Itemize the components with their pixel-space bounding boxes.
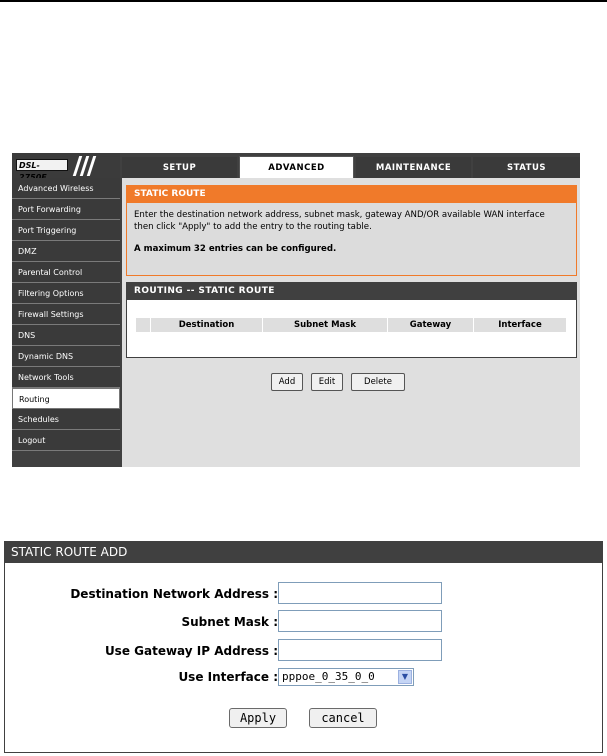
column-gateway: Gateway <box>387 318 473 332</box>
static-route-info-panel <box>126 185 577 276</box>
add-button[interactable]: Add <box>271 373 303 391</box>
tab-maintenance[interactable]: MAINTENANCE <box>356 157 471 178</box>
model-label: DSL- <box>16 159 68 171</box>
static-route-add-title: STATIC ROUTE ADD <box>5 542 602 563</box>
main-content <box>122 178 580 467</box>
gateway-ip-input[interactable] <box>278 639 442 661</box>
chevron-down-icon[interactable]: ▼ <box>398 670 412 684</box>
sidebar-item-advanced-wireless[interactable]: Advanced Wireless <box>12 178 120 199</box>
description-line-1: Enter the destination network address, subnet mask, gateway AND/OR available WAN interface <box>134 210 545 220</box>
sidebar-item-dmz[interactable]: DMZ <box>12 241 120 262</box>
routing-table-title: ROUTING -- STATIC ROUTE <box>127 283 576 300</box>
column-interface: Interface <box>473 318 566 332</box>
sidebar-item-port-triggering[interactable]: Port Triggering <box>12 220 120 241</box>
sidebar-item-dynamic-dns[interactable]: Dynamic DNS <box>12 346 120 367</box>
subnet-mask-label: Subnet Mask : <box>181 615 278 629</box>
routing-table-header <box>136 318 566 332</box>
interface-label: Use Interface : <box>178 670 278 684</box>
tab-setup[interactable]: SETUP <box>122 157 237 178</box>
interface-row <box>5 667 604 691</box>
routing-actions <box>122 373 580 393</box>
interface-select[interactable] <box>278 668 414 686</box>
tab-status[interactable]: STATUS <box>473 157 580 178</box>
sidebar-item-dns[interactable]: DNS <box>12 325 120 346</box>
max-entries-note: A maximum 32 entries can be configured. <box>134 244 337 254</box>
gateway-label: Use Gateway IP Address : <box>104 644 278 658</box>
destination-row <box>5 582 604 606</box>
sidebar-item-routing[interactable]: Routing <box>12 388 120 409</box>
subnet-mask-input[interactable] <box>278 610 442 632</box>
edit-button[interactable]: Edit <box>311 373 343 391</box>
destination-label: Destination Network Address : <box>70 587 278 601</box>
gateway-row <box>5 639 604 663</box>
brand-logo <box>12 153 120 178</box>
sidebar-item-network-tools[interactable]: Network Tools <box>12 367 120 388</box>
static-route-add-panel <box>4 541 603 753</box>
delete-button[interactable]: Delete <box>351 373 405 391</box>
sidebar <box>12 178 120 451</box>
sidebar-item-firewall-settings[interactable]: Firewall Settings <box>12 304 120 325</box>
top-rule <box>0 0 607 2</box>
cancel-button[interactable]: cancel <box>309 708 377 728</box>
column-destination: Destination <box>150 318 262 332</box>
static-route-title: STATIC ROUTE <box>127 186 576 203</box>
destination-network-input[interactable] <box>278 582 442 604</box>
sidebar-item-logout[interactable]: Logout <box>12 430 120 451</box>
routing-table-panel <box>126 282 577 358</box>
sidebar-item-schedules[interactable]: Schedules <box>12 409 120 430</box>
interface-selected-value: pppoe_0_35_0_0 <box>282 670 375 683</box>
apply-button[interactable]: Apply <box>229 708 287 728</box>
table-select-column <box>136 318 150 332</box>
column-subnet-mask: Subnet Mask <box>262 318 387 332</box>
tab-advanced[interactable]: ADVANCED <box>239 156 354 179</box>
form-actions <box>5 708 604 732</box>
sidebar-item-port-forwarding[interactable]: Port Forwarding <box>12 199 120 220</box>
sidebar-item-parental-control[interactable]: Parental Control <box>12 262 120 283</box>
static-route-description <box>127 203 576 255</box>
subnet-row <box>5 610 604 634</box>
sidebar-item-filtering-options[interactable]: Filtering Options <box>12 283 120 304</box>
description-line-2: then click "Apply" to add the entry to the routing table. <box>134 222 372 232</box>
router-admin-screenshot <box>12 153 580 467</box>
